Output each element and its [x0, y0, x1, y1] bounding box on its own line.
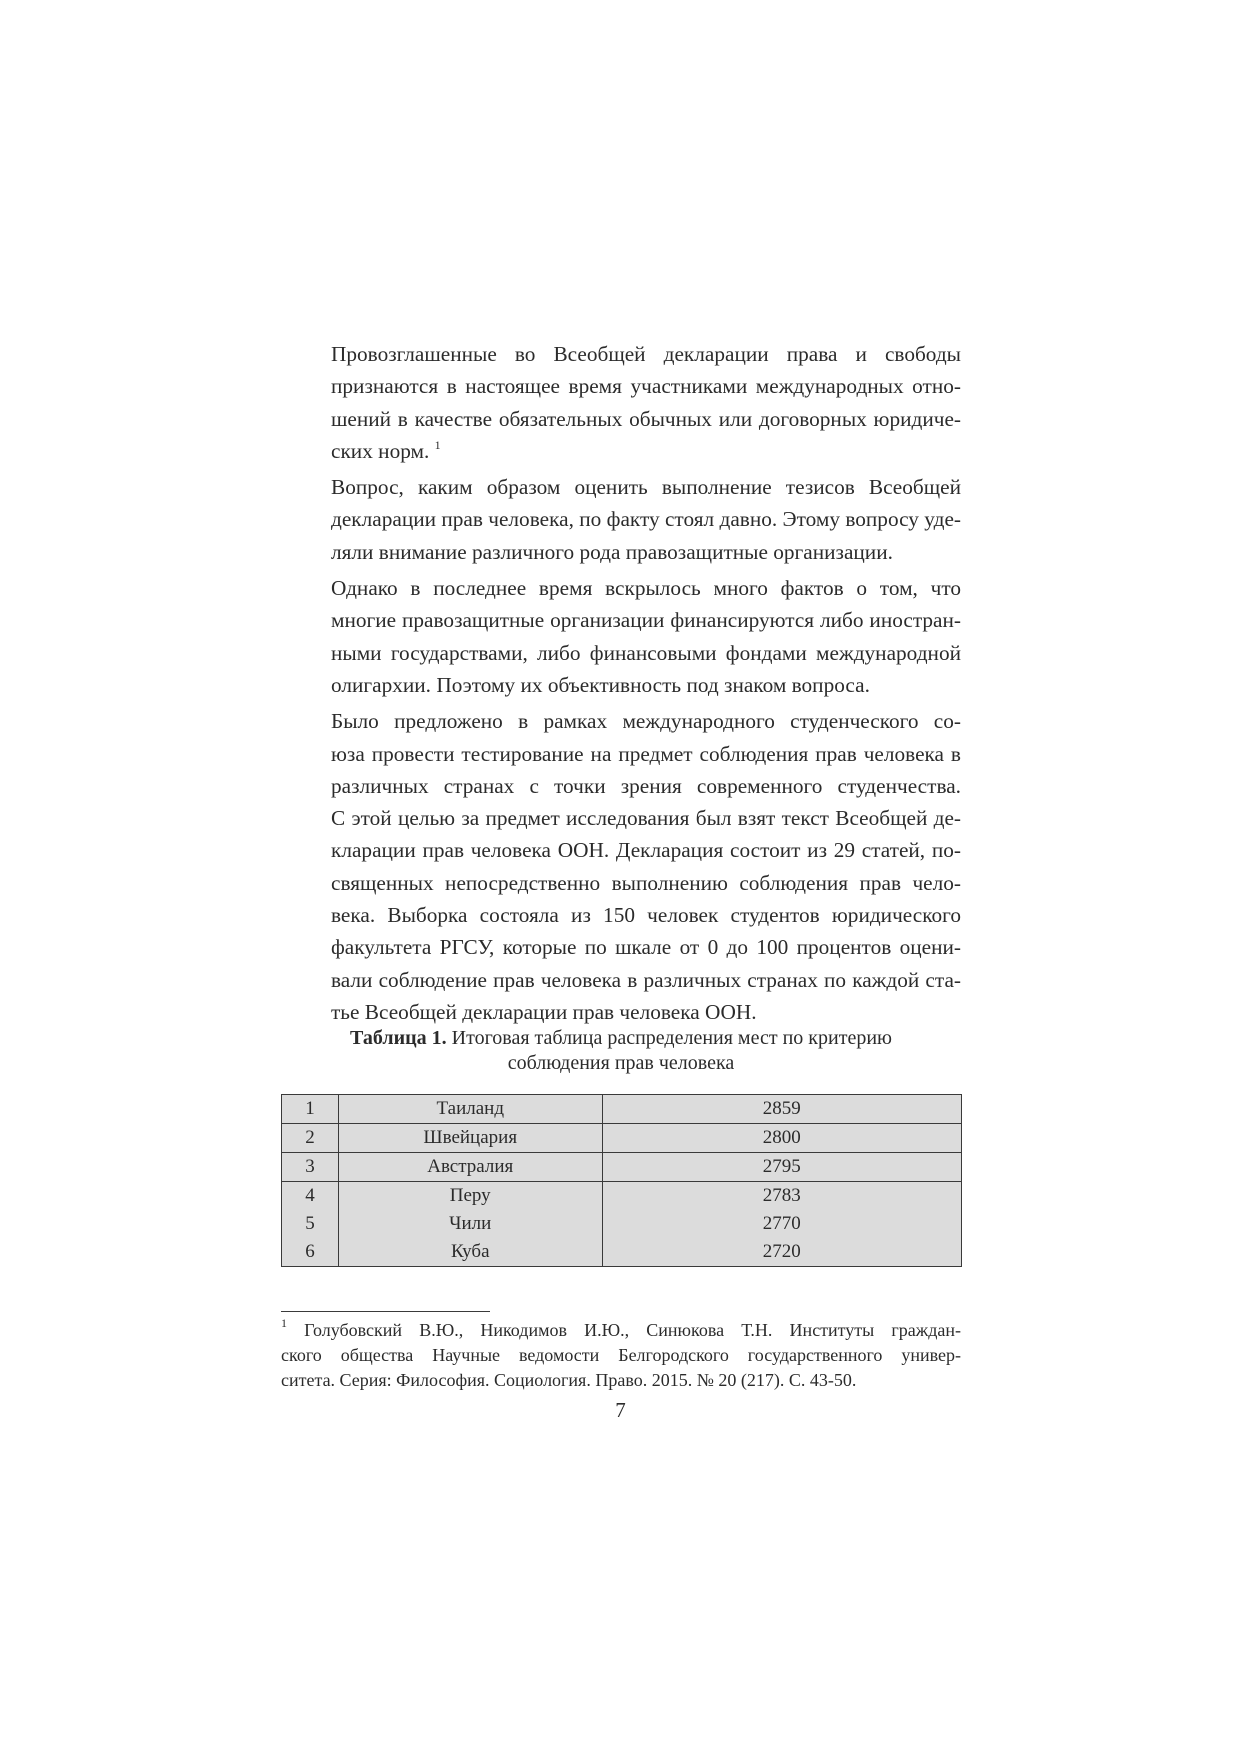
text-line: олигархии. Поэтому их объективность под знаком вопроса.	[331, 672, 870, 697]
country-cell: Таиланд	[338, 1095, 602, 1124]
rank-cell: 3	[282, 1153, 339, 1182]
country-cell: Куба	[338, 1238, 602, 1267]
text-line: факультета РГСУ, которые по шкале от 0 до 100 процентов оцени-	[331, 935, 961, 960]
text-line: С этой целью за предмет исследования был взят текст Всеобщей де-	[331, 806, 961, 831]
footnote-mark: 1	[281, 1316, 287, 1330]
rank-cell: 2	[282, 1124, 339, 1153]
text-line	[281, 435, 961, 467]
text-line: признаются в настоящее время участниками международных отно-	[331, 374, 961, 399]
page-number: 7	[615, 1398, 626, 1422]
text-line: Провозглашенные во Всеобщей декларации права и свободы	[331, 342, 961, 366]
footnote	[281, 1318, 961, 1393]
country-cell: Чили	[338, 1210, 602, 1238]
table-row	[282, 1238, 962, 1267]
text-line: Однако в последнее время вскрылось много фактов о том, что	[331, 576, 961, 601]
paragraph	[281, 471, 961, 568]
text-line: века. Выборка состояла из 150 человек студентов юридического	[331, 903, 961, 928]
score-cell: 2800	[602, 1124, 961, 1153]
body-text	[281, 338, 961, 1032]
footnote-line: ситета. Серия: Философия. Социология. Право. 2015. № 20 (217). С. 43-50.	[281, 1370, 857, 1390]
paragraph	[281, 572, 961, 701]
text-line: многие правозащитные организации финансируются либо иностран-	[331, 608, 961, 633]
footnote-reference[interactable]: 1	[434, 437, 441, 452]
text-line: различных странах с точки зрения современного студенчества.	[331, 773, 961, 798]
score-cell: 2770	[602, 1210, 961, 1238]
table-caption-label: Таблица 1.	[350, 1027, 447, 1049]
table-row	[282, 1210, 962, 1238]
text-line: шений в качестве обязательных обычных или договорных юридиче-	[331, 406, 961, 431]
score-cell: 2783	[602, 1182, 961, 1211]
footnote-line: ского общества Научные ведомости Белгородского государственного универ-	[281, 1345, 961, 1365]
text-line-content: ских норм.	[331, 438, 430, 463]
country-cell: Швейцария	[338, 1124, 602, 1153]
score-cell: 2720	[602, 1238, 961, 1267]
table-row	[282, 1153, 962, 1182]
text-line: кларации прав человека ООН. Декларация состоит из 29 статей, по-	[331, 838, 961, 863]
paragraph	[281, 705, 961, 1028]
text-line: декларации прав человека, по факту стоял давно. Этому вопросу уде-	[331, 507, 961, 532]
text-line: Было предложено в рамках международного студенческого со-	[331, 709, 961, 734]
footnote-line	[281, 1318, 961, 1343]
text-line: тье Всеобщей декларации прав человека ООН.	[331, 999, 757, 1024]
footnote-line-text: Голубовский В.Ю., Никодимов И.Ю., Синюкова Т.Н. Институты граждан-	[304, 1320, 961, 1340]
country-cell: Австралия	[338, 1153, 602, 1182]
rank-cell: 1	[282, 1095, 339, 1124]
footnote-separator	[281, 1311, 490, 1312]
table-row	[282, 1182, 962, 1211]
score-cell: 2795	[602, 1153, 961, 1182]
text-line: Вопрос, каким образом оценить выполнение тезисов Всеобщей	[331, 475, 961, 500]
table-caption	[281, 1026, 961, 1075]
rank-cell: 4	[282, 1182, 339, 1211]
table-row	[282, 1095, 962, 1124]
text-line: юза провести тестирование на предмет соблюдения прав человека в	[331, 741, 961, 766]
text-line: ляли внимание различного рода правозащитные организации.	[331, 539, 893, 564]
country-cell: Перу	[338, 1182, 602, 1211]
rank-cell: 5	[282, 1210, 339, 1238]
score-cell: 2859	[602, 1095, 961, 1124]
paragraph	[281, 338, 961, 467]
table-caption-text-line2: соблюдения прав человека	[507, 1051, 735, 1074]
table-row	[282, 1124, 962, 1153]
text-line: вали соблюдение прав человека в различных странах по каждой ста-	[331, 967, 961, 992]
text-line: ными государствами, либо финансовыми фондами международной	[331, 640, 961, 665]
table-caption-text: Итоговая таблица распределения мест по критерию	[446, 1027, 892, 1049]
text-line: священных непосредственно выполнению соблюдения прав чело-	[331, 870, 961, 895]
rank-cell: 6	[282, 1238, 339, 1267]
ranking-table	[281, 1094, 962, 1267]
